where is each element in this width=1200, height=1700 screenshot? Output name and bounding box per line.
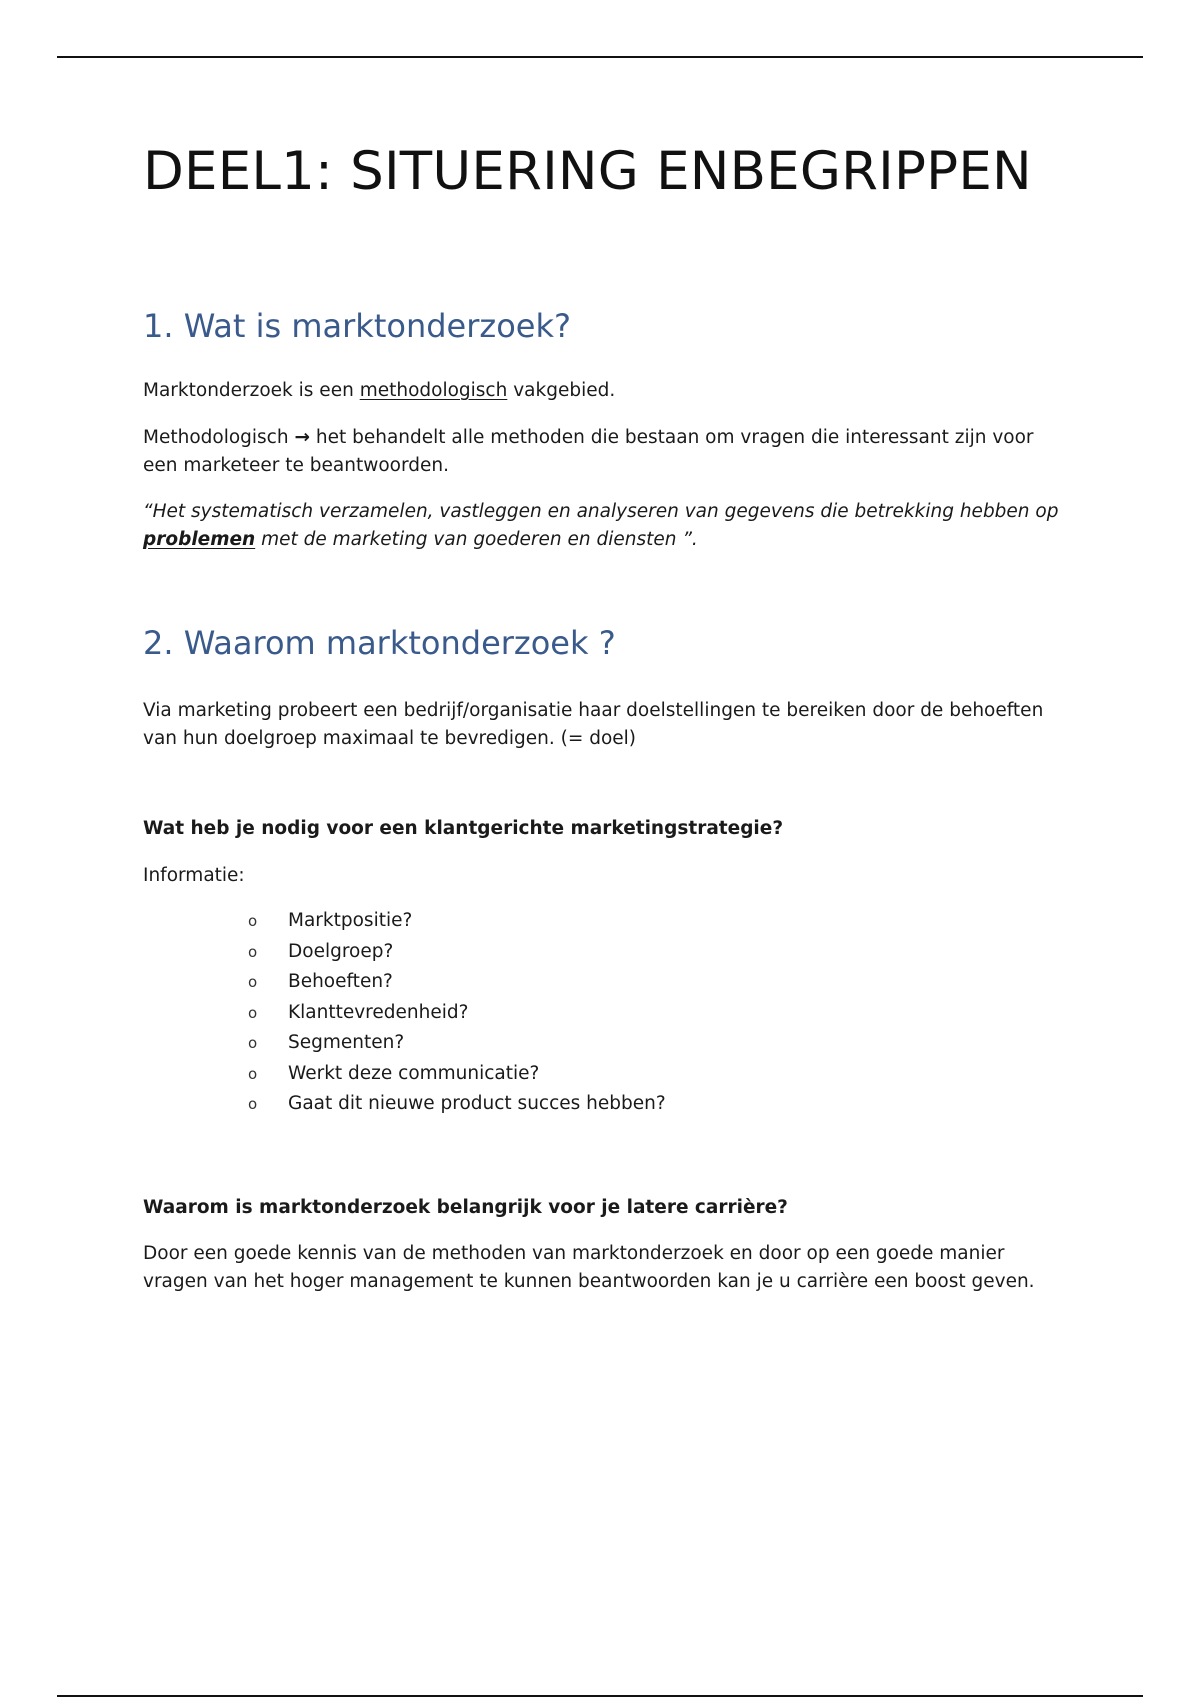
page-title: DEEL1: SITUERING ENBEGRIPPEN	[143, 141, 1032, 202]
info-label: Informatie:	[143, 865, 245, 886]
list-item: o Werkt deze communicatie?	[248, 1059, 666, 1090]
list-item: o Gaat dit nieuwe product succes hebben?	[248, 1089, 666, 1120]
p2-term: Methodologisch	[143, 427, 289, 448]
list-item: o Segmenten?	[248, 1028, 666, 1059]
circle-bullet-icon: o	[248, 1034, 258, 1052]
definition-quote	[143, 498, 1063, 554]
quote-text-end: met de marketing van goederen en diensten ”.	[255, 529, 698, 550]
p1-text-end: vakgebied.	[507, 380, 616, 401]
quote-bold-term: problemen	[143, 529, 256, 550]
methodologisch-underlined: methodologisch	[359, 380, 508, 401]
header-rule	[57, 56, 1143, 58]
list-item: o Behoeften?	[248, 967, 666, 998]
circle-bullet-icon: o	[248, 942, 258, 961]
question-career: Waarom is marktonderzoek belangrijk voor je latere carrière?	[143, 1197, 788, 1218]
section-2-paragraph-1: Via marketing probeert een bedrijf/organisatie haar doelstellingen te bereiken door de behoeften van hun doelgroep maximaal te bevredigen. (= doel)	[143, 700, 1044, 749]
section-2-heading: 2. Waarom marktonderzoek ?	[143, 624, 616, 662]
quote-text-start: “Het systematisch verzamelen, vastleggen en analyseren van gegevens die betrekking hebben op	[143, 501, 1059, 522]
circle-bullet-icon: o	[248, 1095, 258, 1113]
arrow-right-icon: →	[294, 427, 310, 448]
list-item: o Doelgroep?	[248, 937, 666, 968]
footer-rule	[57, 1695, 1143, 1697]
p1-text-start: Marktonderzoek is een	[143, 380, 360, 401]
list-item: o Marktpositie?	[248, 906, 666, 937]
circle-bullet-icon: o	[248, 1064, 258, 1083]
info-list	[248, 906, 666, 1120]
circle-bullet-icon: o	[248, 973, 258, 991]
list-item: o Klanttevredenheid?	[248, 998, 666, 1029]
section-2-paragraph-2: Door een goede kennis van de methoden van marktonderzoek en door op een goede manier vragen van het hoger management te kunnen beantwoorden kan je u carrière een boost geven.	[143, 1243, 1035, 1292]
section-1-heading: 1. Wat is marktonderzoek?	[143, 307, 571, 345]
section-1-paragraph-2	[143, 424, 1063, 480]
section-1-paragraph-1	[143, 377, 1063, 405]
p2-text: het behandelt alle methoden die bestaan om vragen die interessant zijn voor een marketeer te beantwoorden.	[143, 427, 1034, 476]
circle-bullet-icon: o	[248, 1003, 258, 1022]
circle-bullet-icon: o	[248, 912, 258, 930]
question-strategy: Wat heb je nodig voor een klantgerichte marketingstrategie?	[143, 818, 784, 839]
